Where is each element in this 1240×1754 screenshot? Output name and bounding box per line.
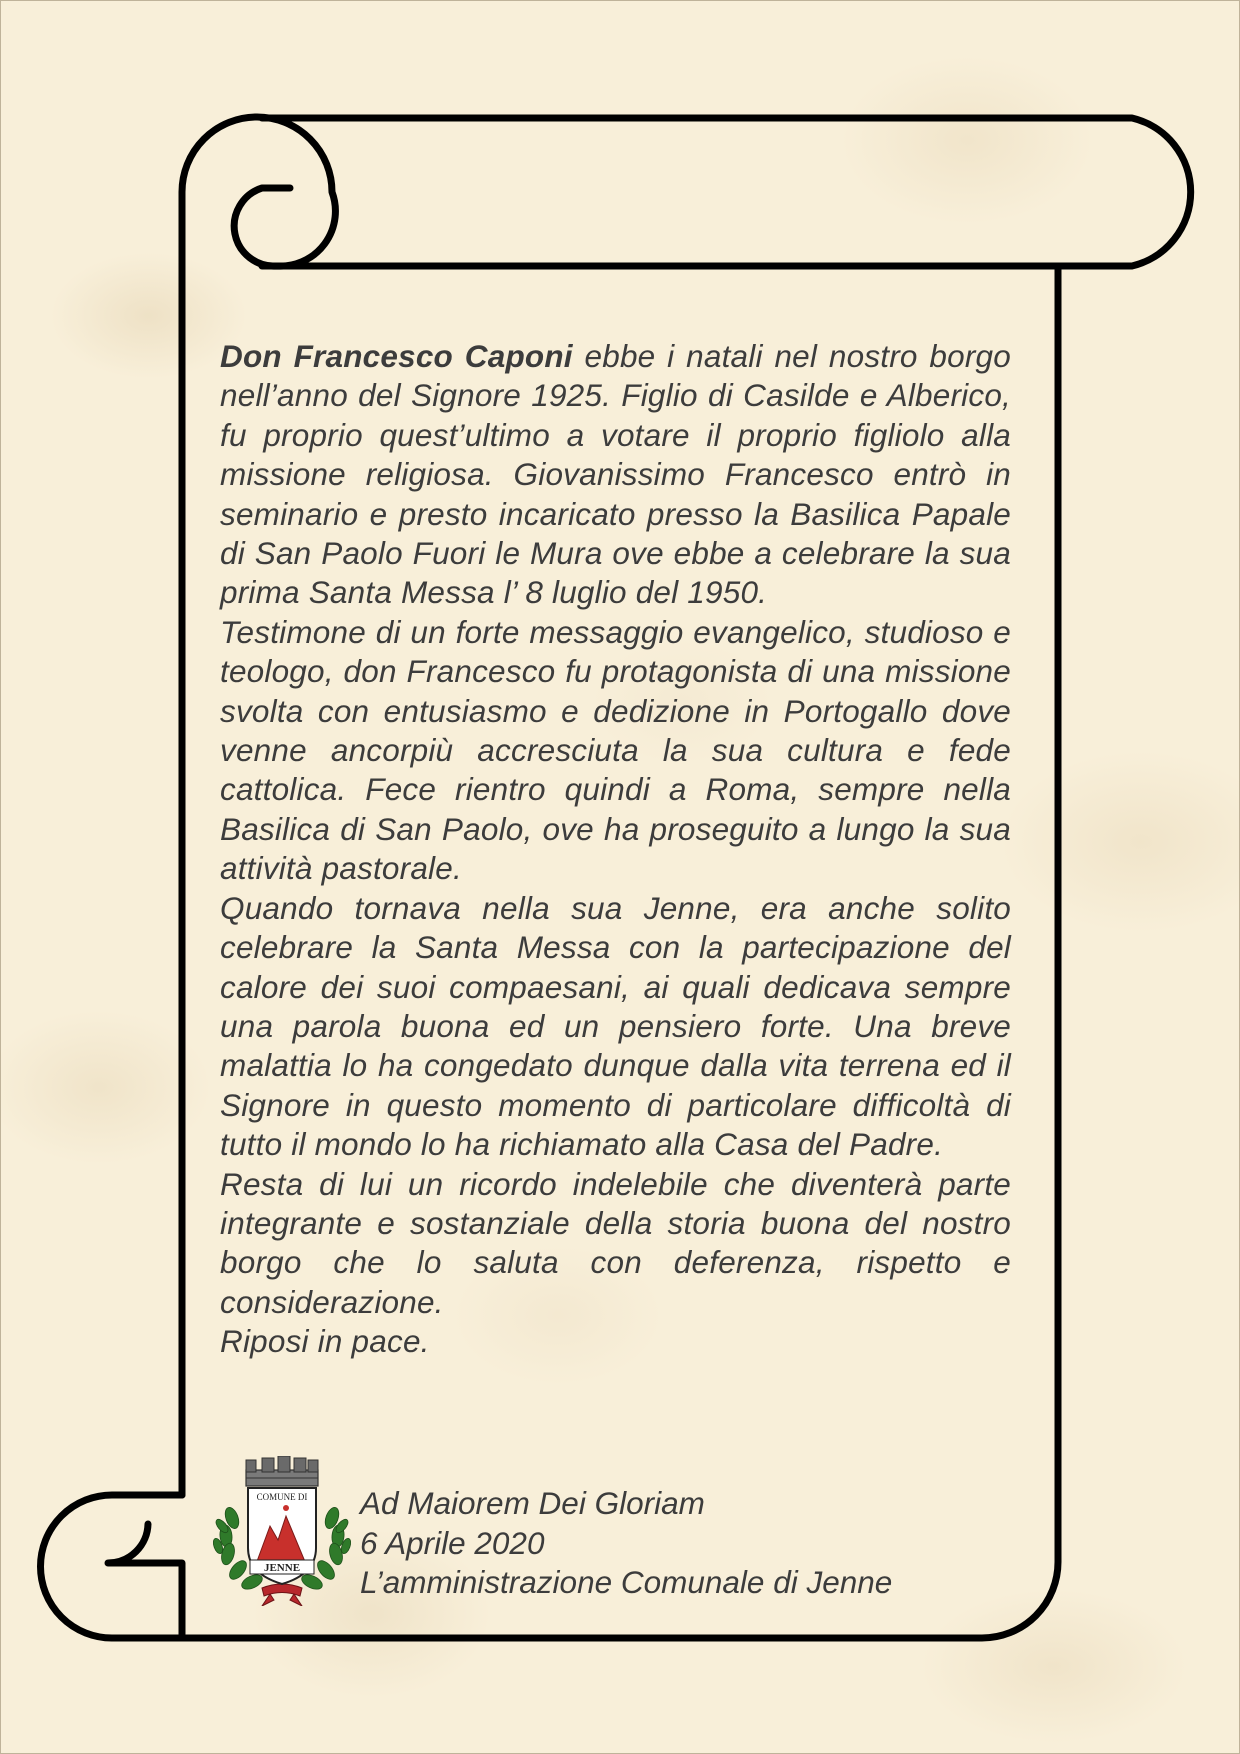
paragraph-5: Riposi in pace. (220, 1323, 430, 1360)
paragraph-1 (220, 337, 1011, 613)
municipal-crest (212, 1456, 352, 1606)
crest-bottom-text: JENNE (263, 1562, 301, 1574)
paragraph-3: Quando tornava nella sua Jenne, era anche solito celebrare la Santa Messa con la partecipazione del calore dei suoi compaesani, ai quali dedicava sempre una parola buona ed un pensiero forte. Una breve malattia lo ha congedato dunque dalla vita terrena ed il Signore in questo momento di particolare difficoltà di tutto il mondo lo ha richiamato alla Casa del Padre. (220, 889, 1011, 1163)
star-icon (283, 1505, 289, 1511)
paragraph-4: Resta di lui un ricordo indelebile che diventerà parte integrante e sostanziale della storia buona del nostro borgo che lo saluta con deferenza, rispetto e considerazione. (220, 1165, 1011, 1320)
scroll-top-roll (262, 118, 1191, 266)
ribbon (262, 1584, 302, 1606)
signature-block (360, 1484, 892, 1603)
paragraph-2: Testimone di un forte messaggio evangelico, studioso e teologo, don Francesco fu protagonista di una missione svolta con entusiasmo e dedizione in Portogallo dove venne ancorpiù accresciuta la sua cultura e fede cattolica. Fece rientro quindi a Roma, sempre nella Basilica di San Paolo, ove ha proseguito a lungo la sua attività pastorale. (220, 613, 1011, 887)
scroll-bottom-curl (41, 1495, 182, 1638)
crown (246, 1456, 318, 1486)
letter-body (220, 337, 1011, 1362)
lead-name: Don Francesco Caponi (220, 338, 573, 374)
paragraph-1-text: ebbe i natali nel nostro borgo nell’anno del Signore 1925. Figlio di Casilde e Alberico, fu proprio quest’ultimo a votare il proprio figliolo alla missione religiosa. Giovanissimo Francesco entrò in seminario e presto incaricato presso la Basilica Papale di San Paolo Fuori le Mura ove ebbe a celebrare la sua prima Santa Messa l’ 8 luglio del 1950. (220, 338, 1011, 611)
crest-top-text: COMUNE DI (256, 1492, 308, 1502)
signed-by: L’amministrazione Comunale di Jenne (360, 1564, 893, 1601)
motto: Ad Maiorem Dei Gloriam (360, 1485, 705, 1521)
signature-date: 6 Aprile 2020 (360, 1524, 545, 1561)
